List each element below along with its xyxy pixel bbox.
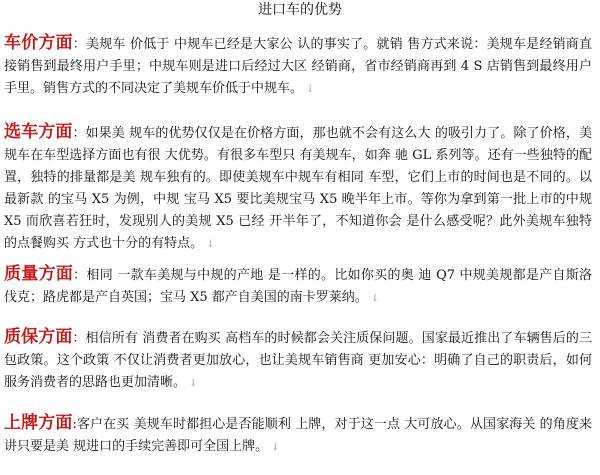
- section-text: ：如果美 规车的优势仅仅是在价格方面，那也就不会有这么大 的吸引力了。除了价格，美规车在车型选择方面也有很 大优势。有很多车型只 有美规车，如奔 驰 GL 系列等。还有一些独特的配置，独特的排量都是美 规车独有的。即使美规车中规车有相同 车型，它们上市的时间也是不同的。以最新款 的宝马 X5 为例，中规 宝马 X5 要比美规宝马 X5 晚半年上市。等你为拿到第一批上市的中规 X5 而欣喜若狂时，发现别人的美规 X5 已经 开半年了，不知道你会 是什么感受呢？此外美规车独特的点餐购买 方式也十分的有特点。: [4, 126, 593, 251]
- section-text: :客户在买 美规车时都担心是否能顺利 上牌，对于这一点 大可放心。从国家海关 的角度来讲只要是美 规进口的手续完善即可全国上牌。: [4, 417, 592, 454]
- section-model-choice: [4, 121, 592, 256]
- paragraph-mark-icon: ↓: [306, 84, 315, 95]
- paragraph-mark-icon: ↓: [206, 239, 215, 250]
- section-quality: [4, 263, 592, 310]
- section-heading: 上牌方面: [4, 413, 73, 433]
- section-heading: 选车方面: [4, 122, 73, 142]
- section-heading: 车价方面: [4, 33, 73, 53]
- paragraph-mark-icon: ↓: [370, 293, 380, 304]
- paragraph-mark-icon: ↓: [271, 442, 280, 453]
- section-price: [4, 32, 592, 101]
- section-heading: 质保方面: [4, 327, 73, 347]
- section-warranty: [4, 326, 592, 395]
- paragraph-mark-icon: ↓: [189, 378, 198, 389]
- section-text: ：相信所有 消费者在购买 高档车的时候都会关注质保问题。国家最近推出了车辆售后的三包政策。这个政策 不仅让消费者更加放心，也让美规车销售商 更加安心：明确了自己的职责后，如何服务消费者的思路也更加清晰。: [4, 331, 593, 390]
- section-heading: 质量方面: [4, 264, 74, 284]
- section-text: ：美规车 价低于 中规车已经是大家公 认的事实了。就销 售方式来说：美规车是经销商直接销售到最终用户手里；中规车则是进口后经过大区 经销商，省市经销商再到 4 S 店销售到最终用户手里。销售方式的不同决定了美规车价低于中规车。: [4, 37, 593, 96]
- section-registration: [4, 412, 592, 459]
- section-text: ：相同 一款车美规与中规的产地 是一样的。比如你买的奥 迪 Q7 中规美规都是产自斯洛伐克；路虎都是产自英国；宝马 X5 都产自美国的南卡罗莱纳。: [4, 268, 593, 305]
- document-title: 进口车的优势: [258, 2, 342, 18]
